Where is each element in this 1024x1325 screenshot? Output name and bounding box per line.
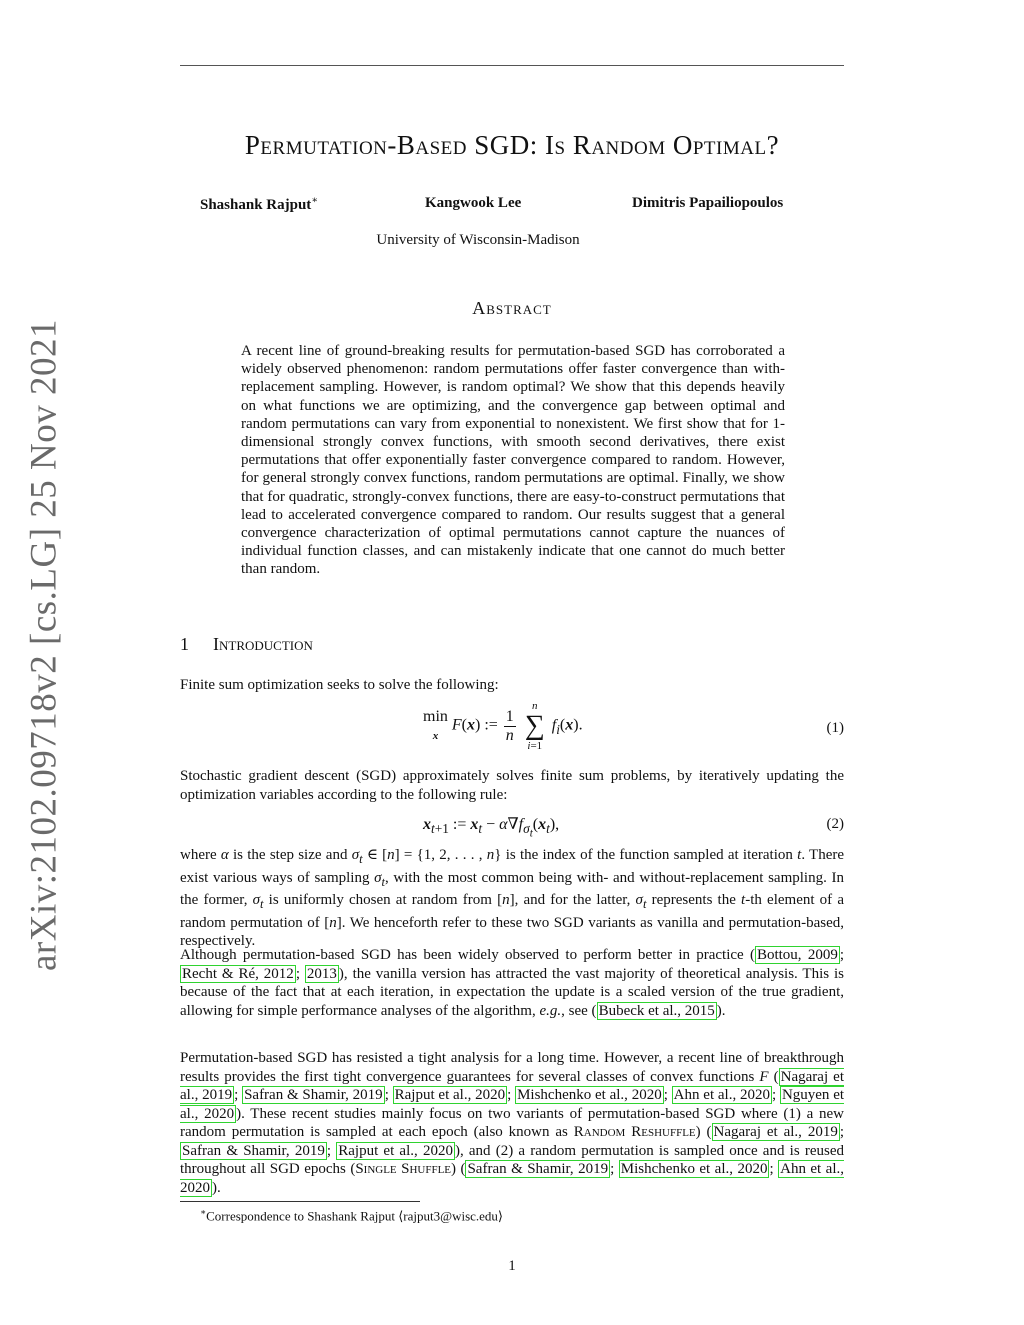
author-2: Kangwook Lee	[425, 195, 522, 211]
intro-paragraph-4: Although permutation-based SGD has been widely observed to perform better in practice ( Bottou, 2009 ; Recht & Ré, 2012 ; 2013 ), the vanilla version has attracted the vast majority of theoretical analysis. This is because of the fact that at each iteration, in expectation the update is a scaled version of the true gradient, allowing for simple performance analyses of the algorithm, e.g., see ( Bubeck et al., 2015 ).	[180, 947, 845, 1019]
citation-link[interactable]: Nagaraj et al., 2019	[713, 1124, 838, 1140]
intro-paragraph-5: Permutation-based SGD has resisted a tight analysis for a long time. However, a recent line of breakthrough results provides the first tight convergence guarantees for several classes of convex functions F ( Nagaraj et al., 2019 ; Safran & Shamir, 2019 ; Rajput et al., 2020 ; Mishchenko et al., 2020 ; Ahn et al., 2020 ; Nguyen et al., 2020 ). These recent studies mainly focus on two variants of permutation-based SGD where (1) a new random permutation is sampled at each epoch (also known as Random Reshuffle) ( Nagaraj et al., 2019 ; Safran & Shamir, 2019 ; Rajput et al., 2020 ), and (2) a random permutation is sampled once and is reused throughout all SGD epochs (Single Shuffle) ( Safran & Shamir, 2019 ; Mishchenko et al., 2020 ; Ahn et al., 2020 ).	[180, 1050, 845, 1196]
equation-2-number: (2)	[826, 816, 844, 832]
citation-link[interactable]: Mishchenko et al., 2020	[620, 1161, 768, 1177]
citation-link[interactable]: Safran & Shamir, 2019	[244, 1087, 383, 1103]
equation-2	[180, 814, 844, 838]
section-heading	[180, 634, 313, 655]
citation-link[interactable]: Rajput et al., 2020	[338, 1142, 453, 1159]
citation-link[interactable]: 2013	[306, 965, 337, 982]
abstract-text: A recent line of ground-breaking results for permutation-based SGD has corroborated a widely observed phenomenon: random permutations offer faster convergence than with-replacement sampling. However, is random optimal? We show that this depends heavily on what functions we are optimizing, and the convergence gap between optimal and random permutations can vary from exponential to nonexistent. We first show that for 1-dimensional strongly convex functions, with smooth second derivatives, there exist permutations that offer exponentially faster convergence compared to random. However, for general strongly convex functions, random permutations are optimal. Finally, we show that for quadratic, strongly-convex functions, there are easy-to-construct permutations that lead to accelerated convergence compared to random. Our results suggest that a general convergence characterization of optimal permutations cannot capture the nuances of individual function classes, and can mistakenly indicate that one cannot do much better than random.	[241, 343, 785, 578]
equation-1-number: (1)	[826, 720, 844, 736]
intro-paragraph-1: Finite sum optimization seeks to solve the following:	[180, 677, 499, 693]
arxiv-identifier: arXiv:2102.09718v2 [cs.LG] 25 Nov 2021	[23, 318, 65, 972]
intro-paragraph-2: Stochastic gradient descent (SGD) approximately solves finite sum problems, by iteratively updating the optimization variables according to the following rule:	[180, 768, 844, 803]
equation-2-body: $x_{t+1}$ := $x_t - \alpha\nabla f_{\sigma_t}(x_t)$,	[423, 816, 560, 840]
top-rule	[180, 65, 844, 66]
equation-1	[180, 700, 844, 770]
equation-1-body: min x F(x) := $\frac{1}{n}$ n ∑ i=1 $f_i(x)$.	[423, 700, 583, 752]
footnote-rule	[180, 1201, 420, 1202]
citation-link[interactable]: Bottou, 2009	[756, 947, 838, 963]
citation-link[interactable]: Safran & Shamir, 2019	[182, 1142, 325, 1159]
author-3: Dimitris Papailiopoulos	[632, 195, 784, 211]
page-number: 1	[508, 1258, 516, 1274]
citation-link[interactable]: Nguyen et al., 2020	[180, 1087, 845, 1122]
section-number: 1	[180, 634, 189, 654]
citation-link[interactable]: Recht & Ré, 2012	[182, 965, 294, 982]
arxiv-sidebar	[20, 318, 68, 972]
paper-title: Permutation-Based SGD: Is Random Optimal?	[244, 130, 780, 160]
citation-link[interactable]: Safran & Shamir, 2019	[467, 1161, 609, 1177]
citation-link[interactable]: Ahn et al., 2020	[673, 1087, 770, 1103]
intro-paragraph-3: where α is the step size and $\sigma_t$ ∈ [n] = {1, 2, . . . , n} is the index of the function sampled at iteration t. There exist various ways of sampling $\sigma_t$, with the most common being with- and without-replacement sampling. In the former, $\sigma_t$ is uniformly chosen at random from [n], and for the latter, $\sigma_t$ represents the t-th element of a random permutation of [n]. We henceforth refer to these two SGD variants as vanilla and permutation-based, respectively.	[180, 847, 845, 949]
citation-link[interactable]: Mishchenko et al., 2020	[517, 1087, 662, 1103]
citation-link[interactable]: Ahn et al., 2020	[180, 1161, 845, 1196]
affiliation: University of Wisconsin-Madison	[376, 232, 580, 248]
footnote: ∗Correspondence to Shashank Rajput ⟨rajput3@wisc.edu⟩	[200, 1207, 503, 1224]
citation-link[interactable]: Bubeck et al., 2015	[598, 1002, 715, 1019]
citation-link[interactable]: Rajput et al., 2020	[394, 1087, 506, 1103]
citation-link[interactable]: Nagaraj et al., 2019	[180, 1068, 845, 1103]
author-1: Shashank Rajput∗	[200, 195, 319, 213]
section-title: Introduction	[213, 634, 313, 654]
abstract-heading: Abstract	[472, 298, 552, 318]
